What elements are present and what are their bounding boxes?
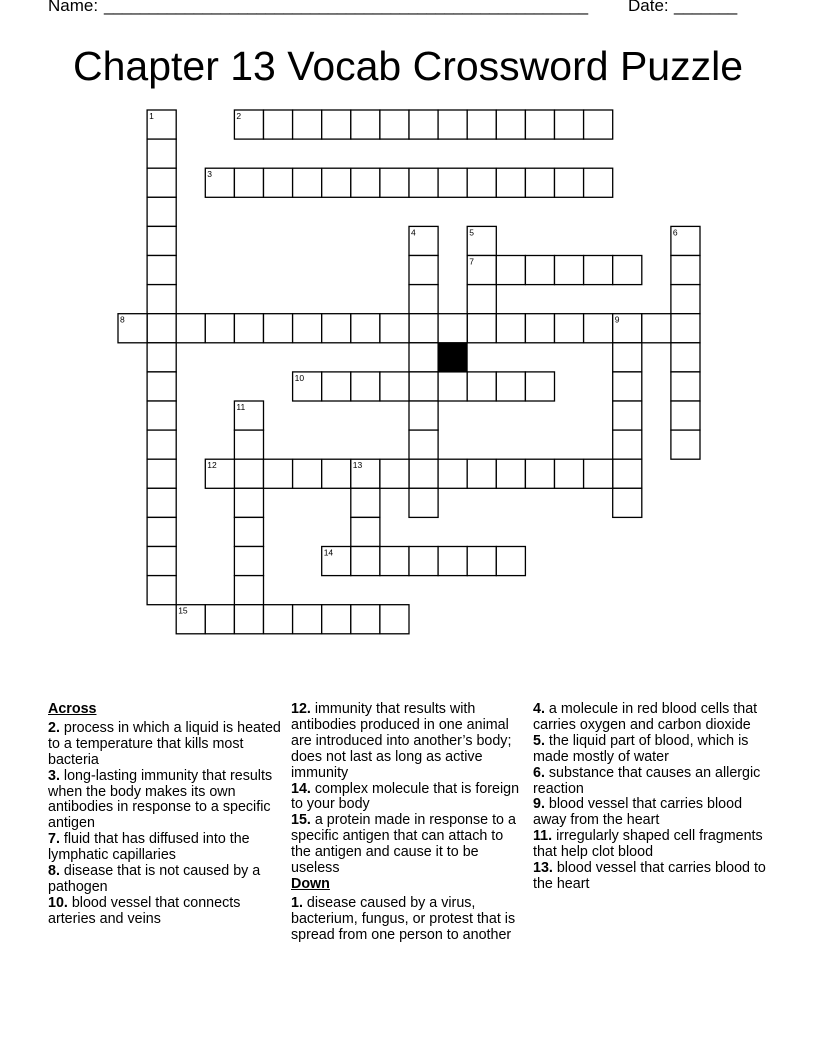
grid-cell[interactable] [613,488,642,517]
clue-text: a protein made in response to a specific antigen that can attach to the antigen and cause it to be useless [291,812,516,877]
clue-number: 4. [533,701,545,717]
grid-cell[interactable] [234,314,263,343]
clue-text: disease caused by a virus, bacterium, fungus, or protest that is spread from one person to another [291,894,516,943]
grid-cell[interactable] [613,430,642,459]
grid-cell[interactable] [234,168,263,197]
clue-column-1 [48,702,284,928]
clue-across [291,782,527,814]
clue-number: 1. [291,894,303,911]
clue-number: 7. [48,831,60,848]
grid-cell[interactable] [555,168,584,197]
page-title: Chapter 13 Vocab Crossword Puzzle [72,43,743,89]
grid-cell[interactable] [264,605,293,634]
grid-cell[interactable] [264,110,293,139]
grid-cell[interactable] [438,372,467,401]
clue-number-label: 8 [120,314,125,325]
clue-across [291,702,527,782]
clue-number: 6. [533,764,545,781]
grid-cell[interactable] [322,372,351,401]
clue-column-3 [533,702,773,893]
grid-cell[interactable] [147,285,176,314]
clue-number-label: 6 [672,227,678,238]
grid-cell[interactable] [496,168,525,197]
across-heading: Across [48,701,97,717]
clue-number-label: 13 [352,460,363,471]
grid-cell[interactable] [147,547,176,576]
grid-cell[interactable] [147,576,176,605]
grid-cell[interactable] [525,314,554,343]
grid-cell[interactable] [584,168,613,197]
grid-cell[interactable] [293,314,322,343]
grid-cell[interactable] [613,401,642,430]
grid-cell[interactable] [613,372,642,401]
grid-cell[interactable] [613,459,642,488]
clue-text: long-lasting immunity that results when the body makes its own antibodies in response to a specific antigen [48,767,273,832]
grid-cell[interactable] [147,256,176,285]
grid-cell[interactable] [467,226,496,255]
grid-cell[interactable] [584,110,613,139]
clue-number: 8. [48,863,60,880]
grid-cell[interactable] [671,372,700,401]
clue-number-label: 11 [236,402,246,412]
grid-cell[interactable] [613,343,642,372]
grid-cell[interactable] [496,459,525,488]
clue-number: 13. [533,860,553,877]
grid-cell[interactable] [147,110,176,139]
grid-cell[interactable] [467,168,496,197]
clue-number: 14. [291,780,311,797]
grid-cell[interactable] [671,285,700,314]
grid-cell[interactable] [118,314,147,343]
grid-cell[interactable] [147,343,176,372]
grid-cell[interactable] [147,197,176,226]
clue-across [48,721,284,769]
grid-cell[interactable] [380,110,409,139]
grid-cell[interactable] [584,314,613,343]
grid-cell[interactable] [409,343,438,372]
grid-cell[interactable] [525,459,554,488]
grid-cell[interactable] [613,314,642,343]
grid-cell[interactable] [525,110,554,139]
clue-number-label: 3 [207,169,213,180]
grid-cell[interactable] [234,605,263,634]
grid-cell[interactable] [409,488,438,517]
grid-cell[interactable] [525,168,554,197]
clue-number-label: 7 [469,256,474,267]
grid-cell[interactable] [671,343,700,372]
grid-cell[interactable] [322,547,351,576]
grid-cell[interactable] [671,430,700,459]
grid-cell[interactable] [409,547,438,576]
grid-cell[interactable] [147,168,176,197]
grid-cell[interactable] [147,226,176,255]
clue-text: fluid that has diffused into the lymphatic capillaries [48,831,250,864]
clue-text: complex molecule that is foreign to your body [291,780,520,813]
grid-cell[interactable] [264,168,293,197]
clue-text: the liquid part of blood, which is made mostly of water [533,732,749,765]
clue-text: process in which a liquid is heated to a temperature that kills most bacteria [48,719,281,768]
clue-down [533,861,773,893]
grid-cell[interactable] [496,110,525,139]
grid-cell[interactable] [671,256,700,285]
clue-number: 15. [291,812,311,829]
clue-text: blood vessel that connects arteries and veins [48,894,241,927]
grid-cell[interactable] [351,488,380,517]
down-heading: Down [291,875,330,892]
clue-text: irregularly shaped cell fragments that help clot blood [533,828,763,861]
grid-cell[interactable] [409,285,438,314]
grid-cell[interactable] [351,605,380,634]
grid-cell[interactable] [234,430,263,459]
grid-cell[interactable] [409,256,438,285]
grid-cell[interactable] [438,314,467,343]
clue-down [533,702,773,734]
clue-column-2 [291,702,527,944]
clue-number: 9. [533,796,545,813]
clue-number-label: 4 [411,227,416,238]
clue-down [291,896,527,944]
clue-across [48,864,284,896]
grid-cell[interactable] [555,256,584,285]
grid-cell[interactable] [293,459,322,488]
clue-number: 5. [533,732,545,749]
grid-cell[interactable] [351,517,380,546]
grid-cell[interactable] [147,372,176,401]
grid-cell[interactable] [380,459,409,488]
grid-cell[interactable] [147,488,176,517]
grid-cell[interactable] [176,605,205,634]
black-cell [438,343,467,372]
grid-cell[interactable] [322,605,351,634]
clue-across [291,813,527,877]
grid-cell[interactable] [147,139,176,168]
grid-cell[interactable] [555,314,584,343]
grid-cell[interactable] [409,430,438,459]
clue-number-label: 2 [236,111,242,121]
date-label: Date: [628,0,669,15]
grid-cell[interactable] [234,459,263,488]
grid-cell[interactable] [147,459,176,488]
clue-number: 3. [48,767,60,784]
grid-cell[interactable] [147,401,176,430]
grid-cell[interactable] [380,605,409,634]
grid-cell[interactable] [234,576,263,605]
grid-cell[interactable] [234,110,263,139]
grid-cell[interactable] [467,372,496,401]
grid-cell[interactable] [409,372,438,401]
grid-cell[interactable] [496,256,525,285]
grid-cell[interactable] [176,314,205,343]
grid-cell[interactable] [205,605,234,634]
grid-cell[interactable] [351,372,380,401]
grid-cell[interactable] [555,459,584,488]
grid-cell[interactable] [467,110,496,139]
clue-number: 11. [533,828,553,845]
grid-cell[interactable] [467,285,496,314]
clue-number-label: 15 [178,605,188,616]
grid-cell[interactable] [525,256,554,285]
grid-cell[interactable] [234,401,263,430]
grid-cell[interactable] [147,314,176,343]
grid-cell[interactable] [438,168,467,197]
name-date-header [48,0,748,20]
clue-number-label: 9 [614,314,620,325]
grid-cell[interactable] [671,401,700,430]
grid-cell[interactable] [147,430,176,459]
grid-cell[interactable] [205,314,234,343]
name-label: Name: [48,0,99,15]
grid-cell[interactable] [293,605,322,634]
grid-cell[interactable] [380,314,409,343]
grid-cell[interactable] [234,547,263,576]
grid-cell[interactable] [467,256,496,285]
grid-cell[interactable] [409,226,438,255]
grid-cell[interactable] [438,459,467,488]
grid-cell[interactable] [264,314,293,343]
clue-down [533,797,773,829]
grid-cell[interactable] [613,256,642,285]
grid-cell[interactable] [322,168,351,197]
grid-cell[interactable] [205,168,234,197]
grid-cell[interactable] [322,314,351,343]
grid-cell[interactable] [351,168,380,197]
clue-across [48,832,284,864]
clue-number-label: 1 [149,111,154,121]
grid-cell[interactable] [496,372,525,401]
clue-across [48,896,284,928]
grid-cell[interactable] [351,547,380,576]
grid-cell[interactable] [380,372,409,401]
grid-cell[interactable] [351,314,380,343]
grid-cell[interactable] [264,459,293,488]
clue-text: a molecule in red blood cells that carries oxygen and carbon dioxide [533,701,758,733]
clue-across [48,769,284,833]
grid-cell[interactable] [496,314,525,343]
grid-cell[interactable] [409,168,438,197]
grid-cell[interactable] [438,547,467,576]
grid-cell[interactable] [467,547,496,576]
grid-cell[interactable] [234,488,263,517]
grid-cell[interactable] [584,256,613,285]
grid-cell[interactable] [671,314,700,343]
clue-number: 2. [48,719,60,736]
grid-cell[interactable] [671,226,700,255]
grid-cell[interactable] [584,459,613,488]
clue-text: immunity that results with antibodies produced in one animal are introduced into another’s body; does not last as long as active immunity [291,701,512,781]
grid-cell[interactable] [409,401,438,430]
grid-cell[interactable] [525,372,554,401]
grid-cell[interactable] [467,314,496,343]
grid-cell[interactable] [293,168,322,197]
clue-number: 10. [48,894,68,911]
grid-cell[interactable] [409,459,438,488]
grid-cell[interactable] [467,459,496,488]
clue-text: disease that is not caused by a pathogen [48,863,261,895]
grid-cell[interactable] [438,110,467,139]
grid-cell[interactable] [234,517,263,546]
clue-number-label: 5 [469,227,474,238]
clue-down [533,766,773,798]
grid-cell[interactable] [380,168,409,197]
grid-cell[interactable] [293,110,322,139]
grid-cell[interactable] [147,517,176,546]
grid-cell[interactable] [380,547,409,576]
grid-cell[interactable] [322,459,351,488]
grid-cell[interactable] [555,110,584,139]
grid-cell[interactable] [322,110,351,139]
grid-cell[interactable] [293,372,322,401]
clue-text: blood vessel that carries blood away from the heart [533,796,743,829]
name-field[interactable]: ______________________________________________________ [104,0,588,15]
grid-cell[interactable] [642,314,671,343]
grid-cell[interactable] [496,547,525,576]
clue-number-label: 10 [294,372,305,383]
clue-number-label: 14 [323,547,334,558]
clue-text: blood vessel that carries blood to the heart [533,860,766,892]
grid-cell[interactable] [351,459,380,488]
grid-cell[interactable] [351,110,380,139]
grid-cell[interactable] [205,459,234,488]
grid-cell[interactable] [409,314,438,343]
clue-number: 12. [291,701,311,717]
clue-down [533,829,773,861]
clue-text: substance that causes an allergic reaction [533,764,761,797]
grid-cell[interactable] [409,110,438,139]
clue-number-label: 12 [207,460,217,471]
date-field[interactable]: _______ [674,0,737,15]
clue-down [533,734,773,766]
